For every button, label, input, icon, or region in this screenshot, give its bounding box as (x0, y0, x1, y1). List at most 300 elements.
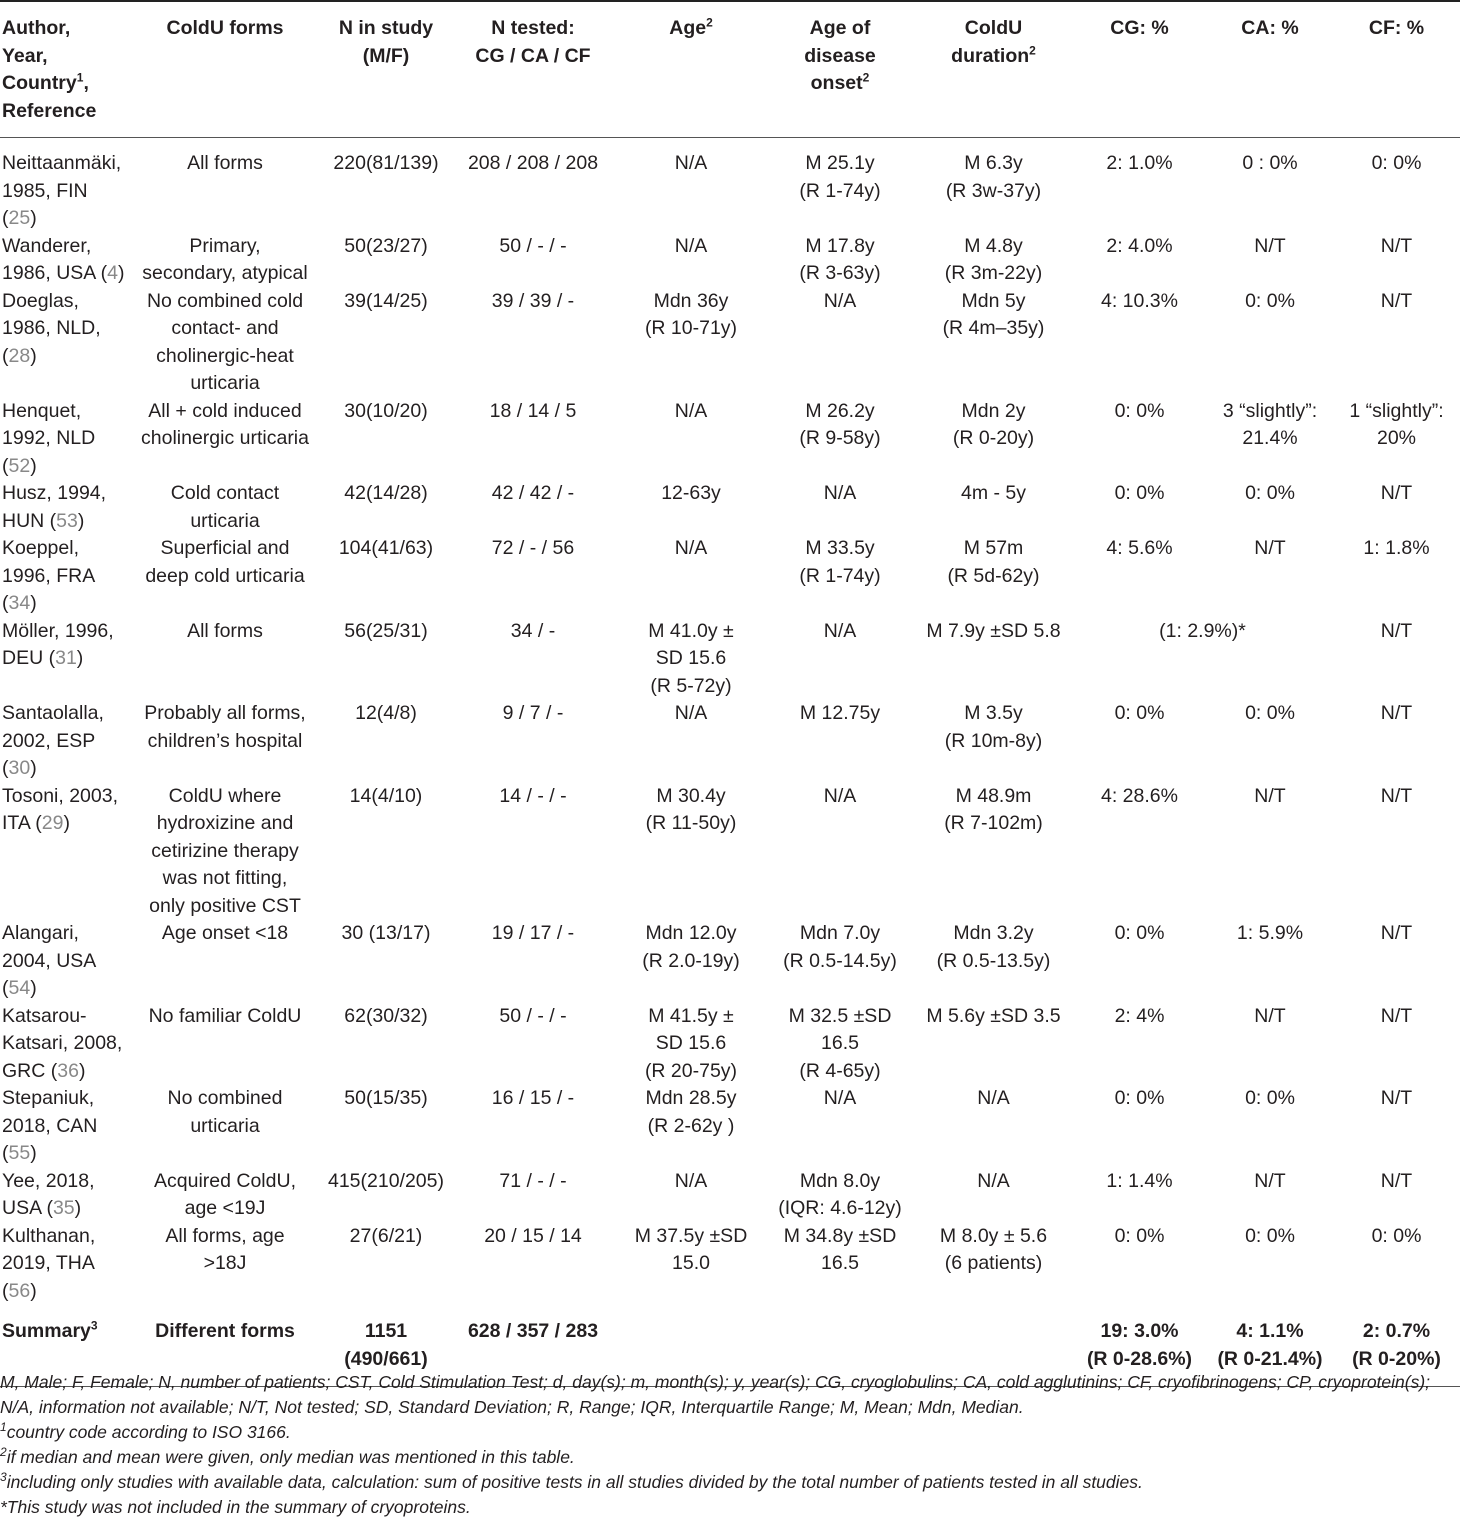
cell-line: GRC (2, 1059, 46, 1082)
cell-line: 14 / - / - (499, 784, 567, 807)
cell-line: Katsarou- (2, 1004, 87, 1027)
forms-cell (127, 480, 323, 535)
cell-line: (R 2-62y ) (647, 1114, 735, 1137)
cell-line: 12(4/8) (355, 702, 417, 724)
cell-line: M 26.2y (805, 399, 875, 422)
cell-line: (R 10-71y) (644, 317, 738, 339)
cell-line: (R 10m-8y) (944, 729, 1043, 752)
n-tested-cell (449, 288, 617, 398)
cell-line: 0: 0% (1245, 1224, 1295, 1247)
cell-line: age <19J (184, 1197, 266, 1219)
onset-cell (765, 1168, 915, 1223)
n-study-cell (323, 1085, 449, 1168)
table-row (0, 398, 1460, 481)
n-tested-cell (449, 398, 617, 481)
duration-cell (915, 398, 1072, 481)
cell-line: 50 / - / - (499, 234, 567, 257)
forms-cell (127, 288, 323, 398)
table-row (0, 618, 1460, 701)
cell-line: (R 3-63y) (799, 262, 881, 284)
cf-cell (1333, 700, 1460, 783)
cell-line: 39 / 39 / - (491, 289, 575, 312)
n-tested-cell (449, 480, 617, 535)
n-tested-cell (449, 700, 617, 783)
onset-cell (765, 920, 915, 1003)
cell-line: 71 / - / - (499, 1169, 567, 1192)
cf-cell (1333, 920, 1460, 1003)
n-study-cell (323, 920, 449, 1003)
author-cell: Tosoni, 2003, ITA (29) (2, 784, 119, 834)
col-ca-header: CA: % (1207, 1, 1333, 138)
cell-line: urticaria (190, 372, 260, 394)
cell-line: M 48.9m (955, 784, 1032, 807)
cell-line: (R 3w-37y) (945, 179, 1042, 202)
table-row (0, 233, 1460, 288)
cf-cell (1333, 288, 1460, 398)
col-author-header: Author, Year, Country$^1$, Reference (0, 1, 127, 138)
cell-line: 0: 0% (1114, 922, 1165, 944)
cell-line: M 37.5y ±SD (634, 1224, 748, 1247)
cell-line: M 12.75y (799, 702, 881, 724)
duration-cell (915, 233, 1072, 288)
onset-cell (765, 700, 915, 783)
cell-line: (R 4-65y) (799, 1059, 881, 1082)
cell-line: All forms (187, 619, 263, 642)
cell-line: 4: 5.6% (1106, 537, 1173, 559)
author-cell: Wanderer, 1986, USA (4) (2, 234, 125, 284)
reference-link[interactable]: 28 (8, 344, 31, 367)
n-study-cell (323, 1223, 449, 1306)
cf-cell (1333, 783, 1460, 921)
cell-line: cetirizine therapy (151, 839, 299, 862)
cell-line: Mdn 8.0y (799, 1169, 881, 1192)
cf-cell (1333, 618, 1460, 701)
table-row (0, 1003, 1460, 1086)
n-study-cell (323, 618, 449, 701)
cell-line: M 7.9y ±SD 5.8 (926, 619, 1061, 642)
cell-line: Katsari, 2008, (2, 1032, 123, 1054)
cell-line: Kulthanan, (2, 1224, 96, 1247)
cell-line: (6 patients) (944, 1252, 1043, 1274)
summary-cf: 2: 0.7% (R 0-20%) (1352, 1320, 1441, 1370)
cell-line: M 41.5y ± (648, 1004, 734, 1027)
cell-line: >18J (203, 1252, 247, 1274)
age-cell (617, 1223, 765, 1306)
forms-cell (127, 233, 323, 288)
cell-line: (R 5-72y) (650, 674, 732, 697)
cell-line: 0: 0% (1245, 1087, 1295, 1109)
cell-line: N/T (1380, 922, 1413, 944)
cell-line: Mdn 7.0y (799, 922, 881, 944)
cg-cell (1072, 920, 1207, 1003)
cell-line: M 41.0y ± (648, 619, 734, 642)
col-cg-header: CG: % (1072, 1, 1207, 138)
ca-cell (1207, 233, 1333, 288)
cg-cell (1072, 138, 1207, 233)
n-tested-cell (449, 535, 617, 618)
table-row (0, 535, 1460, 618)
age-cell (617, 783, 765, 921)
reference-link[interactable]: 34 (8, 592, 31, 614)
age-cell (617, 138, 765, 233)
summary-n-study: 1151 (490/661) (344, 1320, 428, 1370)
author-cell: Alangari, 2004, USA (54) (2, 922, 97, 999)
cell-line: only positive CST (149, 894, 301, 917)
cell-line: urticaria (190, 509, 260, 532)
cg-cell (1072, 233, 1207, 288)
cell-line: 0: 0% (1371, 1224, 1422, 1247)
cell-line: 1996, FRA (2, 564, 96, 587)
cell-line: 56(25/31) (344, 619, 428, 642)
ca-cell (1207, 138, 1333, 233)
cell-line: N/A (977, 1087, 1010, 1109)
cf-cell (1333, 1223, 1460, 1306)
cell-line: Mdn 2y (961, 399, 1026, 422)
cell-line: No familiar ColdU (148, 1004, 302, 1027)
cell-line: 0: 0% (1114, 1224, 1165, 1247)
cell-line: M 8.0y ± 5.6 (939, 1224, 1048, 1247)
cell-line: N/T (1380, 784, 1413, 807)
cell-line: N/T (1380, 1004, 1413, 1027)
cell-line: Primary, (189, 234, 261, 257)
cell-line: (R 0.5-14.5y) (783, 949, 897, 972)
author-cell: Koeppel, 1996, FRA (34) (2, 537, 96, 614)
cg-ca-merged-cell: (1: 2.9%)* (1159, 619, 1246, 642)
cell-line: 15.0 (672, 1252, 710, 1274)
cell-line: 62(30/32) (344, 1004, 428, 1027)
ca-cell (1207, 535, 1333, 618)
author-cell: Möller, 1996, DEU (31) (2, 619, 114, 669)
table-row (0, 1168, 1460, 1223)
cell-line: Neittaanmäki, (2, 152, 122, 174)
age-cell (617, 398, 765, 481)
forms-cell (127, 783, 323, 921)
cell-line: 0: 0% (1245, 702, 1295, 724)
cell-line: N/A (823, 482, 857, 504)
author-cell: Kulthanan, 2019, THA (56) (2, 1224, 96, 1302)
n-study-cell (323, 480, 449, 535)
n-study-cell (323, 783, 449, 921)
n-study-cell (323, 700, 449, 783)
cell-line: 50(23/27) (344, 234, 428, 257)
cell-line: deep cold urticaria (145, 564, 305, 587)
n-tested-cell (449, 1085, 617, 1168)
cell-line: 34 / - (510, 619, 556, 642)
cell-line: Möller, 1996, (2, 619, 114, 642)
cell-line: 14(4/10) (349, 784, 423, 807)
cell-line: 50(15/35) (344, 1087, 428, 1109)
cell-line: Henquet, (2, 399, 82, 422)
cell-line: N/T (1254, 784, 1286, 807)
reference-link[interactable]: 56 (8, 1279, 31, 1302)
col-n-tested-header: N tested: CG / CA / CF (449, 1, 617, 138)
cell-line: No combined cold (146, 289, 304, 312)
ca-cell (1207, 1003, 1333, 1086)
cell-line: (R 3m-22y) (944, 262, 1043, 284)
cell-line: 39(14/25) (344, 289, 428, 312)
cell-line: 2: 1.0% (1106, 152, 1173, 174)
cell-line: HUN (2, 509, 45, 532)
ca-cell (1207, 783, 1333, 921)
age-cell (617, 480, 765, 535)
cell-line: Doeglas, (2, 289, 79, 312)
cell-line: 2019, THA (2, 1252, 95, 1274)
cell-line: N/T (1254, 537, 1286, 559)
cell-line: 2: 4% (1114, 1004, 1165, 1027)
cg-cell (1072, 480, 1207, 535)
duration-cell (915, 700, 1072, 783)
cell-line: All forms, age (165, 1224, 285, 1247)
cell-line: M 57m (963, 537, 1024, 559)
age-cell (617, 1085, 765, 1168)
cell-line: N/T (1380, 702, 1413, 724)
cell-line: secondary, atypical (142, 262, 308, 284)
cell-line: 30(10/20) (344, 399, 428, 422)
onset-cell (765, 398, 915, 481)
cell-line: SD 15.6 (655, 1032, 727, 1054)
onset-cell (765, 233, 915, 288)
table-row (0, 288, 1460, 398)
ca-cell (1207, 1223, 1333, 1306)
cell-line: Husz, 1994, (2, 482, 107, 504)
cg-cell (1072, 398, 1207, 481)
age-cell (617, 535, 765, 618)
cell-line: N/A (674, 1169, 708, 1192)
cell-line: N/A (674, 399, 708, 422)
cell-line: 16.5 (821, 1032, 859, 1054)
cell-line: Yee, 2018, (2, 1169, 95, 1192)
table-row (0, 138, 1460, 233)
cell-line: N/T (1380, 1087, 1413, 1109)
n-tested-cell (449, 1003, 617, 1086)
cell-line: N/A (674, 702, 708, 724)
cell-line: 42 / 42 / - (491, 482, 575, 504)
cell-line: ITA (2, 812, 30, 834)
cell-line: 0: 0% (1114, 482, 1165, 504)
onset-cell (765, 480, 915, 535)
cell-line: 220(81/139) (333, 152, 439, 174)
cell-line: 2002, ESP (2, 729, 96, 752)
reference-link[interactable]: 4 (107, 262, 119, 284)
duration-cell (915, 1085, 1072, 1168)
cell-line: 20 / 15 / 14 (484, 1224, 582, 1247)
cell-line: M 3.5y (964, 702, 1023, 724)
cell-line: Mdn 36y (653, 289, 729, 312)
cell-line: Alangari, (2, 922, 79, 944)
footnote: N/A, information not available; N/T, Not tested; SD, Standard Deviation; R, Range; IQR, Interquartile Range; M, Mean; Mdn, Median. (0, 1397, 1024, 1417)
forms-cell (127, 700, 323, 783)
cell-line: Acquired ColdU, (154, 1169, 296, 1192)
footnotes (0, 1370, 1460, 1520)
n-tested-cell (449, 1223, 617, 1306)
cell-line: All + cold induced (148, 399, 302, 422)
author-cell: Katsarou- Katsari, 2008, GRC (36) (2, 1004, 123, 1082)
reference-link[interactable]: 52 (8, 454, 31, 477)
cell-line: DEU (2, 647, 44, 669)
n-study-cell (323, 1003, 449, 1086)
cell-line: M 17.8y (805, 234, 875, 257)
footnote: M, Male; F, Female; N, number of patients; CST, Cold Stimulation Test; d, day(s); m, month(s); y, year(s); CG, cryoglobulins; CA, cold agglutinins; CF, cryofibrinogens; CP, cryoprotein(s); (0, 1372, 1431, 1392)
reference-link[interactable]: 25 (8, 207, 31, 229)
forms-cell (127, 1223, 323, 1306)
summary-cg: 19: 3.0% (R 0-28.6%) (1086, 1320, 1193, 1370)
cell-line: Tosoni, 2003, (2, 784, 119, 807)
cell-line: N/T (1254, 1169, 1286, 1192)
col-age-header: Age$^2$ (617, 1, 765, 138)
cell-line: (R 1-74y) (799, 564, 881, 587)
cell-line: 0: 0% (1114, 1087, 1165, 1109)
duration-cell (915, 783, 1072, 921)
cell-line: Probably all forms, (144, 702, 306, 724)
cell-line: Superficial and (160, 537, 290, 559)
n-study-cell (323, 535, 449, 618)
cell-line: Koeppel, (2, 537, 79, 559)
forms-cell (127, 618, 323, 701)
n-tested-cell (449, 618, 617, 701)
cell-line: 18 / 14 / 5 (489, 399, 577, 422)
cell-line: N/T (1254, 1004, 1286, 1027)
cell-line: Mdn 3.2y (953, 922, 1034, 944)
cell-line: M 4.8y (964, 234, 1023, 257)
table-row (0, 920, 1460, 1003)
cell-line: 1992, NLD (2, 427, 96, 449)
cell-line: 30 (13/17) (341, 922, 431, 944)
forms-cell (127, 1085, 323, 1168)
n-tested-cell (449, 920, 617, 1003)
cell-line: Santaolalla, (2, 702, 104, 724)
cell-line: N/T (1380, 234, 1413, 257)
summary-forms: Different forms (155, 1320, 295, 1342)
onset-cell (765, 138, 915, 233)
cell-line: N/T (1380, 482, 1413, 504)
cell-line: 20% (1376, 427, 1417, 449)
cell-line: M 6.3y (964, 152, 1023, 174)
cf-cell (1333, 233, 1460, 288)
col-cf-header: CF: % (1333, 1, 1460, 138)
forms-cell (127, 1003, 323, 1086)
cell-line: (R 20-75y) (644, 1059, 738, 1082)
cf-cell (1333, 1168, 1460, 1223)
cell-line: M 5.6y ±SD 3.5 (926, 1004, 1061, 1027)
cell-line: All forms (187, 152, 263, 174)
cell-line: 0: 0% (1245, 289, 1295, 312)
forms-cell (127, 1168, 323, 1223)
cell-line: Cold contact (170, 482, 280, 504)
ca-cell (1207, 1085, 1333, 1168)
cell-line: contact- and (171, 317, 279, 339)
cell-line: Mdn 5y (961, 289, 1026, 312)
cell-line: 1 “slightly”: (1349, 399, 1444, 422)
cell-line: (R 5d-62y) (947, 564, 1040, 587)
cf-cell (1333, 535, 1460, 618)
ca-cell (1207, 920, 1333, 1003)
cell-line: N/T (1380, 289, 1413, 312)
cell-line: 0: 0% (1245, 482, 1295, 504)
cell-line: 2004, USA (2, 949, 97, 972)
cell-line: (R 0.5-13.5y) (936, 949, 1051, 972)
col-forms-header: ColdU forms (127, 1, 323, 138)
duration-cell (915, 480, 1072, 535)
reference-link[interactable]: 35 (52, 1197, 75, 1219)
cg-cell (1072, 1223, 1207, 1306)
reference-link[interactable]: 53 (56, 509, 78, 532)
age-cell (617, 233, 765, 288)
cell-line: 16.5 (821, 1252, 859, 1274)
col-onset-header: Age of disease onset$^2$ (765, 1, 915, 138)
onset-cell (765, 288, 915, 398)
duration-cell (915, 1223, 1072, 1306)
reference-link[interactable]: 31 (55, 647, 77, 669)
cell-line: 2: 4.0% (1106, 234, 1173, 257)
cell-line: (R 2.0-19y) (642, 949, 740, 972)
onset-cell (765, 1003, 915, 1086)
n-study-cell (323, 138, 449, 233)
cell-line: N/A (823, 784, 857, 807)
cg-cell (1072, 1003, 1207, 1086)
n-study-cell (323, 288, 449, 398)
cell-line: 72 / - / 56 (491, 537, 575, 559)
cell-line: 3 “slightly”: (1222, 399, 1318, 422)
footnote: $^1$country code according to ISO 3166. (0, 1420, 291, 1442)
forms-cell (127, 138, 323, 233)
cell-line: (R 11-50y) (645, 812, 737, 834)
n-study-cell (323, 398, 449, 481)
ca-cell (1207, 398, 1333, 481)
cell-line: M 25.1y (805, 152, 875, 174)
cell-line: Mdn 28.5y (645, 1087, 737, 1109)
cell-line: (R 7-102m) (944, 812, 1043, 834)
cg-cell (1072, 783, 1207, 921)
cell-line: N/A (674, 234, 708, 257)
reference-link[interactable]: 55 (8, 1142, 31, 1164)
cell-line: 0: 0% (1114, 702, 1165, 724)
cell-line: 27(6/21) (349, 1224, 423, 1247)
cell-line: N/A (823, 619, 857, 642)
cell-line: N/T (1380, 619, 1413, 642)
ca-cell (1207, 1168, 1333, 1223)
cell-line: N/A (977, 1169, 1010, 1192)
onset-cell (765, 618, 915, 701)
n-tested-cell (449, 233, 617, 288)
cell-line: ColdU where (168, 784, 282, 807)
cf-cell (1333, 138, 1460, 233)
cell-line: (R 9-58y) (799, 427, 881, 449)
author-cell: Doeglas, 1986, NLD, (28) (2, 289, 101, 367)
onset-cell (765, 783, 915, 921)
cell-line: M 30.4y (656, 784, 726, 807)
cell-line: 415(210/205) (327, 1169, 444, 1192)
cell-line: Stepaniuk, (2, 1087, 95, 1109)
cell-line: 1: 1.8% (1363, 537, 1430, 559)
summary-n-tested: 628 / 357 / 283 (467, 1320, 599, 1342)
cell-line: 4: 10.3% (1101, 289, 1178, 312)
cell-line: 1986, USA (2, 262, 96, 284)
cell-line: N/A (674, 152, 708, 174)
duration-cell (915, 920, 1072, 1003)
reference-link[interactable]: 36 (57, 1059, 79, 1082)
table-body (0, 138, 1460, 1387)
cg-cell (1072, 535, 1207, 618)
cell-line: 1986, NLD, (2, 317, 101, 339)
cg-cell (1072, 288, 1207, 398)
reference-link[interactable]: 54 (8, 977, 31, 999)
duration-cell (915, 535, 1072, 618)
reference-link[interactable]: 30 (8, 757, 31, 779)
reference-link[interactable]: 29 (41, 812, 64, 834)
cell-line: 50 / - / - (499, 1004, 567, 1027)
cf-cell (1333, 398, 1460, 481)
duration-cell (915, 288, 1072, 398)
